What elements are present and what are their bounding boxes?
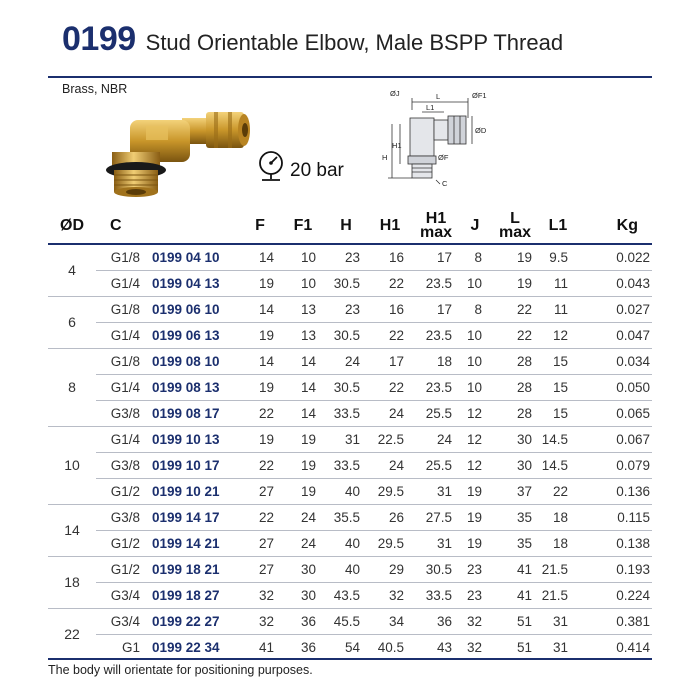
lmax-cell: 22 xyxy=(490,322,540,348)
lmax-cell: 41 xyxy=(490,556,540,582)
lmax-cell: 30 xyxy=(490,426,540,452)
h1-cell: 16 xyxy=(368,244,412,270)
thread-cell: G3/8 xyxy=(96,452,148,478)
pressure-rating xyxy=(258,150,344,182)
h1max-cell: 17 xyxy=(412,244,460,270)
f-cell: 27 xyxy=(238,530,282,556)
h1max-cell: 23.5 xyxy=(412,322,460,348)
table-row xyxy=(48,348,652,374)
j-cell: 19 xyxy=(460,504,490,530)
dimensions-table xyxy=(48,208,652,660)
thread-cell: G1/2 xyxy=(96,478,148,504)
dim-label-l1: L1 xyxy=(426,103,435,112)
dim-label-h1: H1 xyxy=(392,141,402,150)
h1max-cell: 31 xyxy=(412,530,460,556)
material-label: Brass, NBR xyxy=(62,82,128,96)
table-row xyxy=(48,530,652,556)
thread-cell: G3/8 xyxy=(96,400,148,426)
l1-cell: 15 xyxy=(540,348,576,374)
f1-cell: 19 xyxy=(282,426,324,452)
page-header xyxy=(62,20,563,60)
h-cell: 33.5 xyxy=(324,452,368,478)
f1-cell: 14 xyxy=(282,400,324,426)
col-f: F xyxy=(238,208,282,244)
outer-diameter-cell: 18 xyxy=(48,556,96,608)
col-h1max: H1 max xyxy=(412,208,460,244)
f1-cell: 30 xyxy=(282,556,324,582)
lmax-cell: 37 xyxy=(490,478,540,504)
j-cell: 32 xyxy=(460,634,490,660)
h1-cell: 22 xyxy=(368,322,412,348)
h1max-cell: 43 xyxy=(412,634,460,660)
h-cell: 40 xyxy=(324,478,368,504)
f-cell: 14 xyxy=(238,244,282,270)
part-number-cell: 0199 08 10 xyxy=(148,348,238,374)
h-cell: 31 xyxy=(324,426,368,452)
j-cell: 10 xyxy=(460,374,490,400)
dim-label-od: ØD xyxy=(475,126,487,135)
col-j: J xyxy=(460,208,490,244)
h1-cell: 22.5 xyxy=(368,426,412,452)
part-number-cell: 0199 04 13 xyxy=(148,270,238,296)
part-number-cell: 0199 18 21 xyxy=(148,556,238,582)
j-cell: 10 xyxy=(460,322,490,348)
table-row xyxy=(48,582,652,608)
f-cell: 32 xyxy=(238,608,282,634)
table-row xyxy=(48,478,652,504)
part-number-cell: 0199 10 13 xyxy=(148,426,238,452)
weight-cell: 0.034 xyxy=(576,348,652,374)
part-number-cell: 0199 04 10 xyxy=(148,244,238,270)
part-number-cell: 0199 08 13 xyxy=(148,374,238,400)
h1-cell: 29 xyxy=(368,556,412,582)
dim-label-c: C xyxy=(442,179,448,188)
f1-cell: 13 xyxy=(282,322,324,348)
f1-cell: 24 xyxy=(282,504,324,530)
h1-cell: 26 xyxy=(368,504,412,530)
col-c: C xyxy=(96,208,148,244)
j-cell: 8 xyxy=(460,244,490,270)
thread-cell: G1/4 xyxy=(96,270,148,296)
h1-cell: 17 xyxy=(368,348,412,374)
l1-cell: 18 xyxy=(540,504,576,530)
outer-diameter-cell: 6 xyxy=(48,296,96,348)
elbow-fitting-image xyxy=(90,100,260,200)
h1max-cell: 23.5 xyxy=(412,374,460,400)
j-cell: 23 xyxy=(460,582,490,608)
j-cell: 19 xyxy=(460,478,490,504)
page-title: Stud Orientable Elbow, Male BSPP Thread xyxy=(145,30,564,55)
col-h: H xyxy=(324,208,368,244)
h-cell: 30.5 xyxy=(324,322,368,348)
f-cell: 19 xyxy=(238,426,282,452)
weight-cell: 0.414 xyxy=(576,634,652,660)
f-cell: 27 xyxy=(238,478,282,504)
pressure-value: 20 bar xyxy=(290,160,344,181)
l1-cell: 11 xyxy=(540,270,576,296)
thread-cell: G1/8 xyxy=(96,244,148,270)
f1-cell: 13 xyxy=(282,296,324,322)
part-number-cell: 0199 14 17 xyxy=(148,504,238,530)
f-cell: 19 xyxy=(238,374,282,400)
weight-cell: 0.043 xyxy=(576,270,652,296)
lmax-cell: 35 xyxy=(490,504,540,530)
l1-cell: 11 xyxy=(540,296,576,322)
h-cell: 35.5 xyxy=(324,504,368,530)
part-number-cell: 0199 10 17 xyxy=(148,452,238,478)
outer-diameter-cell: 22 xyxy=(48,608,96,660)
h1-cell: 24 xyxy=(368,452,412,478)
j-cell: 32 xyxy=(460,608,490,634)
j-cell: 12 xyxy=(460,400,490,426)
table-row xyxy=(48,504,652,530)
weight-cell: 0.050 xyxy=(576,374,652,400)
part-number-cell: 0199 10 21 xyxy=(148,478,238,504)
f1-cell: 19 xyxy=(282,478,324,504)
thread-cell: G1/4 xyxy=(96,374,148,400)
f-cell: 22 xyxy=(238,400,282,426)
lmax-cell: 19 xyxy=(490,270,540,296)
thread-cell: G1/4 xyxy=(96,426,148,452)
h-cell: 30.5 xyxy=(324,270,368,296)
j-cell: 23 xyxy=(460,556,490,582)
l1-cell: 14.5 xyxy=(540,452,576,478)
l1-cell: 18 xyxy=(540,530,576,556)
j-cell: 19 xyxy=(460,530,490,556)
l1-cell: 15 xyxy=(540,374,576,400)
lmax-cell: 35 xyxy=(490,530,540,556)
h1max-cell: 17 xyxy=(412,296,460,322)
col-od: ØD xyxy=(48,208,96,244)
f-cell: 41 xyxy=(238,634,282,660)
thread-cell: G1 xyxy=(96,634,148,660)
h1-cell: 32 xyxy=(368,582,412,608)
part-number-cell: 0199 14 21 xyxy=(148,530,238,556)
thread-cell: G1/8 xyxy=(96,348,148,374)
weight-cell: 0.224 xyxy=(576,582,652,608)
part-number-cell: 0199 22 27 xyxy=(148,608,238,634)
col-l1: L1 xyxy=(540,208,576,244)
weight-cell: 0.027 xyxy=(576,296,652,322)
f-cell: 14 xyxy=(238,296,282,322)
header-divider xyxy=(48,76,652,78)
weight-cell: 0.115 xyxy=(576,504,652,530)
f1-cell: 10 xyxy=(282,270,324,296)
dim-label-oj: ØJ xyxy=(390,89,400,98)
h1-cell: 22 xyxy=(368,270,412,296)
lmax-cell: 51 xyxy=(490,608,540,634)
dim-label-of: ØF xyxy=(438,153,449,162)
l1-cell: 21.5 xyxy=(540,582,576,608)
h1max-cell: 23.5 xyxy=(412,270,460,296)
h1max-cell: 18 xyxy=(412,348,460,374)
table-row xyxy=(48,296,652,322)
j-cell: 8 xyxy=(460,296,490,322)
l1-cell: 21.5 xyxy=(540,556,576,582)
h1-cell: 16 xyxy=(368,296,412,322)
table-row xyxy=(48,400,652,426)
lmax-cell: 41 xyxy=(490,582,540,608)
part-number-cell: 0199 06 13 xyxy=(148,322,238,348)
h-cell: 30.5 xyxy=(324,374,368,400)
lmax-cell: 22 xyxy=(490,296,540,322)
f-cell: 14 xyxy=(238,348,282,374)
outer-diameter-cell: 14 xyxy=(48,504,96,556)
l1-cell: 31 xyxy=(540,634,576,660)
f1-cell: 19 xyxy=(282,452,324,478)
table-header-row xyxy=(48,208,652,244)
table-bottom-rule xyxy=(48,658,652,660)
j-cell: 12 xyxy=(460,452,490,478)
l1-cell: 9.5 xyxy=(540,244,576,270)
weight-cell: 0.138 xyxy=(576,530,652,556)
col-f1: F1 xyxy=(282,208,324,244)
f1-cell: 24 xyxy=(282,530,324,556)
f1-cell: 14 xyxy=(282,348,324,374)
col-pn xyxy=(148,208,238,244)
table-row xyxy=(48,556,652,582)
part-number-cell: 0199 18 27 xyxy=(148,582,238,608)
f1-cell: 10 xyxy=(282,244,324,270)
h-cell: 40 xyxy=(324,556,368,582)
product-code: 0199 xyxy=(62,20,136,58)
outer-diameter-cell: 10 xyxy=(48,426,96,504)
l1-cell: 12 xyxy=(540,322,576,348)
lmax-cell: 51 xyxy=(490,634,540,660)
f1-cell: 36 xyxy=(282,608,324,634)
col-kg: Kg xyxy=(576,208,652,244)
h-cell: 45.5 xyxy=(324,608,368,634)
thread-cell: G3/4 xyxy=(96,582,148,608)
weight-cell: 0.079 xyxy=(576,452,652,478)
f-cell: 22 xyxy=(238,452,282,478)
dim-label-h: H xyxy=(382,153,388,162)
h1max-cell: 36 xyxy=(412,608,460,634)
weight-cell: 0.065 xyxy=(576,400,652,426)
f1-cell: 30 xyxy=(282,582,324,608)
table-row xyxy=(48,426,652,452)
j-cell: 10 xyxy=(460,270,490,296)
outer-diameter-cell: 4 xyxy=(48,244,96,296)
thread-cell: G3/4 xyxy=(96,608,148,634)
weight-cell: 0.193 xyxy=(576,556,652,582)
table-row xyxy=(48,452,652,478)
h-cell: 23 xyxy=(324,296,368,322)
weight-cell: 0.381 xyxy=(576,608,652,634)
h1-cell: 22 xyxy=(368,374,412,400)
lmax-cell: 28 xyxy=(490,374,540,400)
pressure-gauge-icon xyxy=(258,150,286,182)
f-cell: 19 xyxy=(238,270,282,296)
h1max-cell: 25.5 xyxy=(412,452,460,478)
thread-cell: G1/2 xyxy=(96,530,148,556)
h1-cell: 29.5 xyxy=(368,530,412,556)
weight-cell: 0.136 xyxy=(576,478,652,504)
h-cell: 40 xyxy=(324,530,368,556)
h1-cell: 29.5 xyxy=(368,478,412,504)
j-cell: 12 xyxy=(460,426,490,452)
h1max-cell: 27.5 xyxy=(412,504,460,530)
h1max-cell: 33.5 xyxy=(412,582,460,608)
h1max-cell: 25.5 xyxy=(412,400,460,426)
weight-cell: 0.022 xyxy=(576,244,652,270)
thread-cell: G3/8 xyxy=(96,504,148,530)
lmax-cell: 28 xyxy=(490,348,540,374)
table-row xyxy=(48,244,652,270)
part-number-cell: 0199 22 34 xyxy=(148,634,238,660)
h-cell: 43.5 xyxy=(324,582,368,608)
h1-cell: 34 xyxy=(368,608,412,634)
f-cell: 22 xyxy=(238,504,282,530)
h1max-cell: 31 xyxy=(412,478,460,504)
table-row xyxy=(48,374,652,400)
dim-label-l: L xyxy=(436,92,441,101)
f1-cell: 14 xyxy=(282,374,324,400)
part-number-cell: 0199 06 10 xyxy=(148,296,238,322)
j-cell: 10 xyxy=(460,348,490,374)
table-row xyxy=(48,634,652,660)
weight-cell: 0.047 xyxy=(576,322,652,348)
col-lmax: L max xyxy=(490,208,540,244)
dim-label-of1: ØF1 xyxy=(472,91,487,100)
f-cell: 19 xyxy=(238,322,282,348)
h-cell: 54 xyxy=(324,634,368,660)
thread-cell: G1/8 xyxy=(96,296,148,322)
h-cell: 24 xyxy=(324,348,368,374)
h-cell: 23 xyxy=(324,244,368,270)
thread-cell: G1/2 xyxy=(96,556,148,582)
h1max-cell: 24 xyxy=(412,426,460,452)
lmax-cell: 28 xyxy=(490,400,540,426)
h1-cell: 40.5 xyxy=(368,634,412,660)
lmax-cell: 30 xyxy=(490,452,540,478)
l1-cell: 31 xyxy=(540,608,576,634)
part-number-cell: 0199 08 17 xyxy=(148,400,238,426)
h-cell: 33.5 xyxy=(324,400,368,426)
outer-diameter-cell: 8 xyxy=(48,348,96,426)
h1-cell: 24 xyxy=(368,400,412,426)
f-cell: 32 xyxy=(238,582,282,608)
table-row xyxy=(48,270,652,296)
footnote: The body will orientate for positioning purposes. xyxy=(48,663,313,677)
l1-cell: 15 xyxy=(540,400,576,426)
f-cell: 27 xyxy=(238,556,282,582)
f1-cell: 36 xyxy=(282,634,324,660)
weight-cell: 0.067 xyxy=(576,426,652,452)
thread-cell: G1/4 xyxy=(96,322,148,348)
table-row xyxy=(48,608,652,634)
l1-cell: 14.5 xyxy=(540,426,576,452)
dimension-diagram xyxy=(378,88,498,188)
col-h1: H1 xyxy=(368,208,412,244)
h1max-cell: 30.5 xyxy=(412,556,460,582)
table-row xyxy=(48,322,652,348)
l1-cell: 22 xyxy=(540,478,576,504)
lmax-cell: 19 xyxy=(490,244,540,270)
